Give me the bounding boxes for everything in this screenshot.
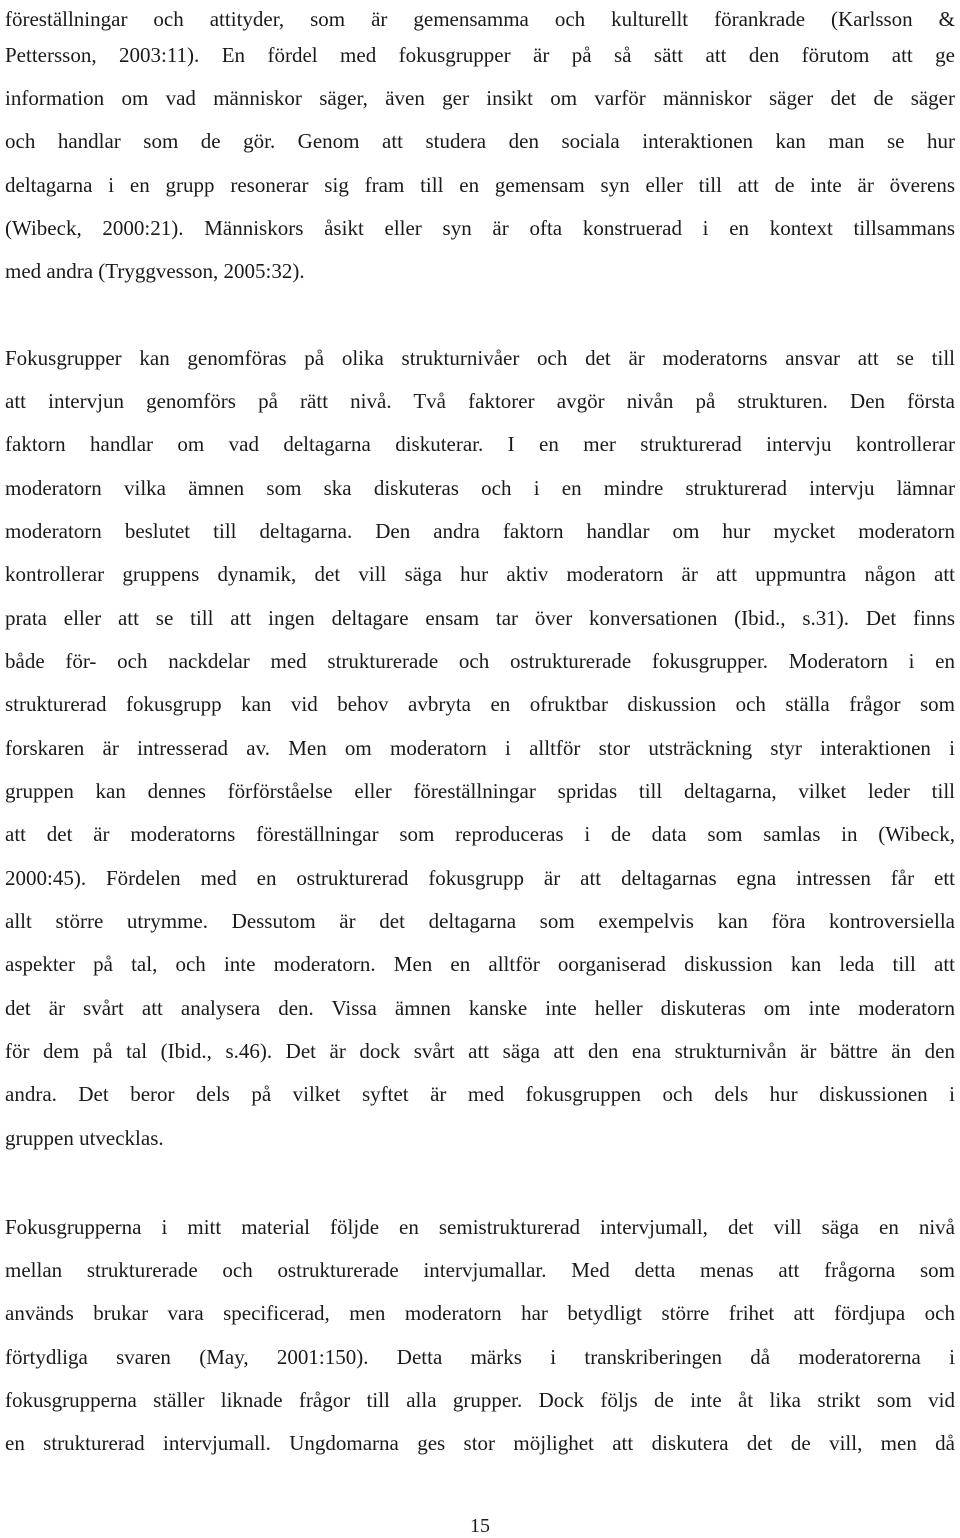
text-line: både för- och nackdelar med strukturerade och ostrukturerade fokusgrupper. Moderatorn i en (5, 649, 955, 673)
text-line: att det är moderatorns föreställningar som reproduceras i de data som samlas in (Wibeck, (5, 822, 955, 846)
text-line: gruppen utvecklas. (5, 1126, 164, 1150)
text-line: aspekter på tal, och inte moderatorn. Men en alltför oorganiserad diskussion kan leda till att (5, 952, 955, 976)
text-line: föreställningar och attityder, som är gemensamma och kulturellt förankrade (Karlsson & (5, 7, 955, 31)
text-line: gruppen kan dennes förförståelse eller föreställningar spridas till deltagarna, vilket leder till (5, 779, 955, 803)
text-line: strukturerad fokusgrupp kan vid behov avbryta en ofruktbar diskussion och ställa frågor som (5, 692, 955, 716)
text-line: Pettersson, 2003:11). En fördel med fokusgrupper är på så sätt att den förutom att ge (5, 43, 955, 67)
text-line: moderatorn vilka ämnen som ska diskuteras och i en mindre strukturerad intervju lämnar (5, 476, 955, 500)
text-line: forskaren är intresserad av. Men om moderatorn i alltför stor utsträckning styr interaktionen i (5, 736, 955, 760)
text-line: en strukturerad intervjumall. Ungdomarna ges stor möjlighet att diskutera det de vill, men då (5, 1431, 955, 1455)
text-line: information om vad människor säger, även ger insikt om varför människor säger det de säger (5, 86, 955, 110)
text-line: deltagarna i en grupp resonerar sig fram till en gemensam syn eller till att de inte är överens (5, 173, 955, 197)
text-line: det är svårt att analysera den. Vissa ämnen kanske inte heller diskuteras om inte moderatorn (5, 996, 955, 1020)
text-line: med andra (Tryggvesson, 2005:32). (5, 259, 305, 283)
text-line: andra. Det beror dels på vilket syftet är med fokusgruppen och dels hur diskussionen i (5, 1082, 955, 1106)
text-line: faktorn handlar om vad deltagarna diskuterar. I en mer strukturerad intervju kontrollerar (5, 432, 955, 456)
text-line: kontrollerar gruppens dynamik, det vill säga hur aktiv moderatorn är att uppmuntra någon att (5, 562, 955, 586)
text-line: att intervjun genomförs på rätt nivå. Två faktorer avgör nivån på strukturen. Den första (5, 389, 955, 413)
text-line: moderatorn beslutet till deltagarna. Den andra faktorn handlar om hur mycket moderatorn (5, 519, 955, 543)
text-line: mellan strukturerade och ostrukturerade intervjumallar. Med detta menas att frågorna som (5, 1258, 955, 1282)
text-line: prata eller att se till att ingen deltagare ensam tar över konversationen (Ibid., s.31). Det finns (5, 606, 955, 630)
text-line: Fokusgrupper kan genomföras på olika strukturnivåer och det är moderatorns ansvar att se till (5, 346, 955, 370)
text-line: allt större utrymme. Dessutom är det deltagarna som exempelvis kan föra kontroversiella (5, 909, 955, 933)
text-line: och handlar som de gör. Genom att studera den sociala interaktionen kan man se hur (5, 129, 955, 153)
page-number: 15 (470, 1515, 490, 1537)
text-line: används brukar vara specificerad, men moderatorn har betydligt större frihet att fördjupa och (5, 1301, 955, 1325)
text-line: Fokusgrupperna i mitt material följde en semistrukturerad intervjumall, det vill säga en nivå (5, 1215, 955, 1239)
text-line: 2000:45). Fördelen med en ostrukturerad fokusgrupp är att deltagarnas egna intressen får ett (5, 866, 955, 890)
text-line: för dem på tal (Ibid., s.46). Det är dock svårt att säga att den ena strukturnivån är bättre än den (5, 1039, 955, 1063)
text-line: (Wibeck, 2000:21). Människors åsikt eller syn är ofta konstruerad i en kontext tillsammans (5, 216, 955, 240)
text-line: förtydliga svaren (May, 2001:150). Detta märks i transkriberingen då moderatorerna i (5, 1345, 955, 1369)
text-line: fokusgrupperna ställer liknade frågor till alla grupper. Dock följs de inte åt lika strikt som vid (5, 1388, 955, 1412)
